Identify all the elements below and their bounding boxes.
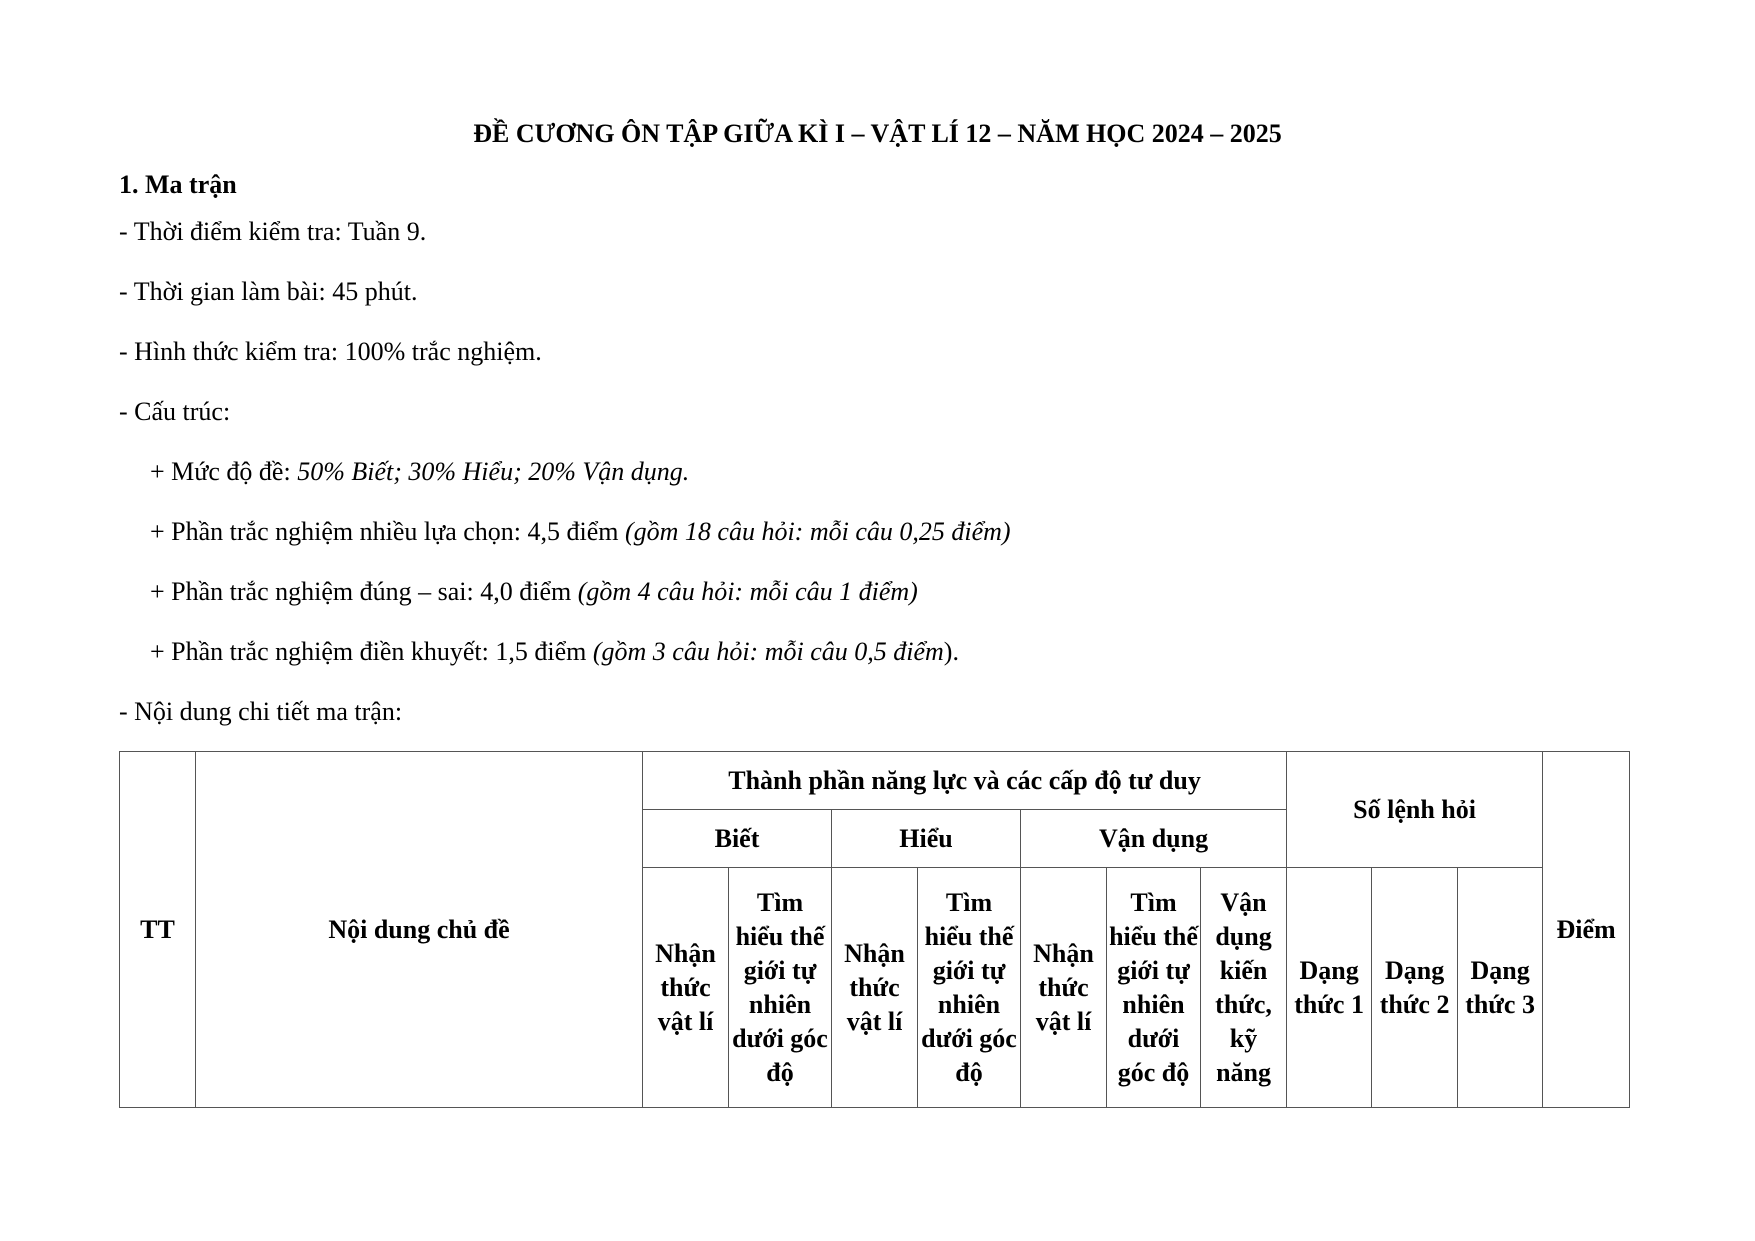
- header-tt: TT: [120, 752, 196, 1108]
- difficulty-label: + Mức độ đề:: [150, 457, 298, 486]
- header-biet: Biết: [643, 810, 832, 868]
- fill-blank-label: + Phần trắc nghiệm điền khuyết: 1,5 điểm: [150, 637, 593, 666]
- fill-blank-suffix: ).: [943, 637, 959, 666]
- duration-line: - Thời gian làm bài: 45 phút.: [119, 277, 418, 306]
- fill-blank-line: [150, 636, 959, 668]
- document-title: ĐỀ CƯƠNG ÔN TẬP GIỮA KÌ I – VẬT LÍ 12 – NĂM HỌC 2024 – 2025: [473, 119, 1282, 148]
- sub-dang-thuc-1: Dạng thức 1: [1287, 868, 1372, 1108]
- difficulty-line: [150, 456, 689, 488]
- sub-van-dung-kien-thuc: Vận dụng kiến thức, kỹ năng: [1201, 868, 1287, 1108]
- matrix-detail-line: - Nội dung chi tiết ma trận:: [119, 697, 403, 726]
- matrix-table: [119, 751, 1630, 1108]
- fill-blank-detail: (gồm 3 câu hỏi: mỗi câu 0,5 điểm: [592, 637, 944, 666]
- sub-dang-thuc-3: Dạng thức 3: [1458, 868, 1543, 1108]
- sub-dang-thuc-2: Dạng thức 2: [1372, 868, 1458, 1108]
- section-heading: 1. Ma trận: [119, 170, 237, 199]
- sub-tim-hieu-van-dung: Tìm hiểu thế giới tự nhiên dưới góc độ: [1107, 868, 1201, 1108]
- header-so-lenh-hoi: Số lệnh hỏi: [1287, 752, 1543, 868]
- header-van-dung: Vận dụng: [1021, 810, 1287, 868]
- header-diem: Điểm: [1543, 752, 1630, 1108]
- sub-tim-hieu-biet: Tìm hiểu thế giới tự nhiên dưới góc độ: [729, 868, 832, 1108]
- multiple-choice-line: [150, 516, 1011, 548]
- true-false-label: + Phần trắc nghiệm đúng – sai: 4,0 điểm: [150, 577, 578, 606]
- sub-nhan-thuc-hieu: Nhận thức vật lí: [832, 868, 918, 1108]
- true-false-detail: (gồm 4 câu hỏi: mỗi câu 1 điểm): [577, 577, 918, 606]
- format-line: - Hình thức kiểm tra: 100% trắc nghiệm.: [119, 337, 542, 366]
- sub-tim-hieu-hieu: Tìm hiểu thế giới tự nhiên dưới góc độ: [918, 868, 1021, 1108]
- true-false-line: [150, 576, 918, 608]
- difficulty-value: 50% Biết; 30% Hiểu; 20% Vận dụng.: [297, 457, 690, 486]
- structure-line: - Cấu trúc:: [119, 397, 231, 426]
- exam-time-line: - Thời điểm kiểm tra: Tuần 9.: [119, 217, 427, 246]
- header-nang-luc: Thành phần năng lực và các cấp độ tư duy: [643, 752, 1287, 810]
- header-noi-dung: Nội dung chủ đề: [196, 752, 643, 1108]
- header-hieu: Hiểu: [832, 810, 1021, 868]
- multiple-choice-detail: (gồm 18 câu hỏi: mỗi câu 0,25 điểm): [624, 517, 1011, 546]
- sub-nhan-thuc-van-dung: Nhận thức vật lí: [1021, 868, 1107, 1108]
- multiple-choice-label: + Phần trắc nghiệm nhiều lựa chọn: 4,5 điểm: [150, 517, 625, 546]
- sub-nhan-thuc-biet: Nhận thức vật lí: [643, 868, 729, 1108]
